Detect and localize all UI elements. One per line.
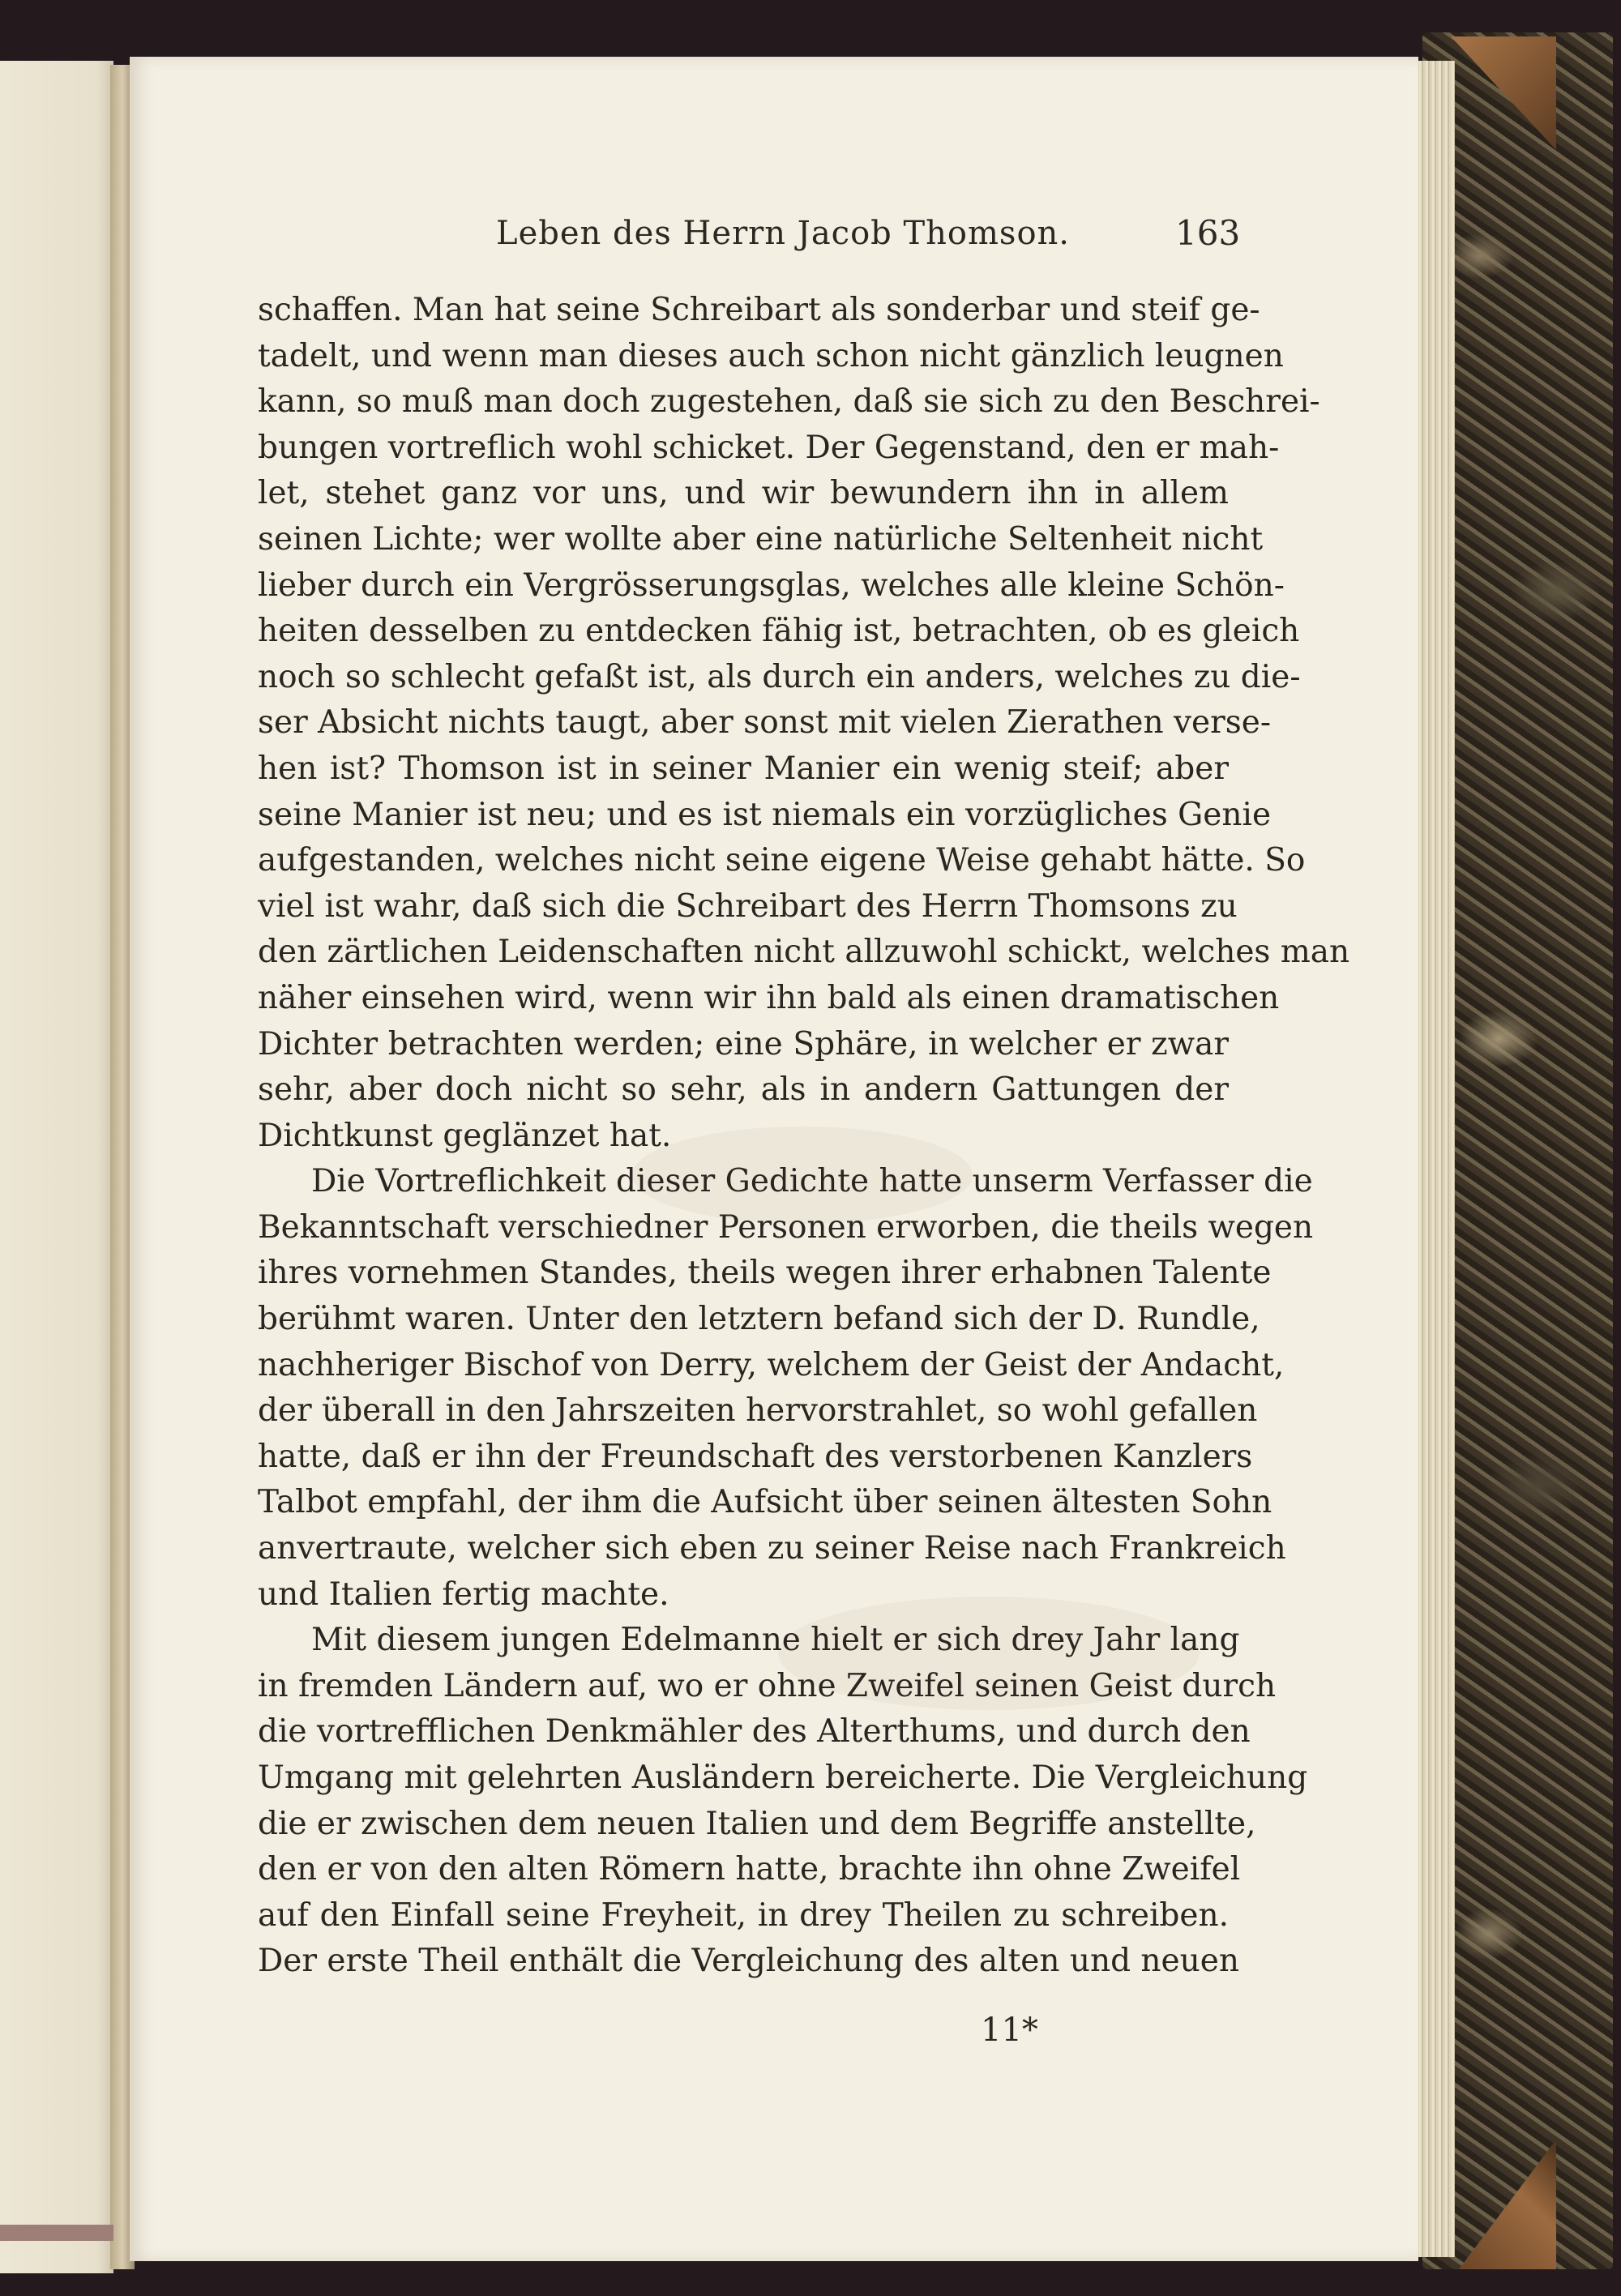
text-line: kann, so muß man doch zugestehen, daß sie sich zu den Beschrei-	[258, 383, 1320, 421]
text-line: berühmt waren. Unter den letztern befand sich der D. Rundle,	[258, 1301, 1260, 1338]
text-line: hatte, daß er ihn der Freundschaft des verstorbenen Kanzlers	[258, 1438, 1253, 1475]
binding-cloth	[0, 2225, 113, 2241]
text-line: die er zwischen dem neuen Italien und dem Begriffe anstellte,	[258, 1805, 1256, 1842]
text-line: heiten desselben zu entdecken fähig ist, betrachten, ob es gleich	[258, 613, 1300, 650]
text-line: Bekanntschaft verschiedner Personen erworben, die theils wegen	[258, 1208, 1314, 1246]
text-line: let, stehet ganz vor uns, und wir bewundern ihn in allem	[258, 475, 1229, 512]
text-line: noch so schlecht gefaßt ist, als durch ein anders, welches zu die-	[258, 658, 1301, 695]
text-line: ihres vornehmen Standes, theils wegen ihrer erhabnen Talente	[258, 1255, 1272, 1292]
text-line: näher einsehen wird, wenn wir ihn bald als einen dramatischen	[258, 979, 1280, 1016]
text-line: und Italien fertig machte.	[258, 1576, 669, 1613]
body-text	[258, 288, 1350, 1985]
text-line: seine Manier ist neu; und es ist niemals ein vorzügliches Genie	[258, 796, 1272, 833]
running-title: Leben des Herrn Jacob Thomson.	[496, 215, 1071, 252]
text-line: lieber durch ein Vergrösserungsglas, welches alle kleine Schön-	[258, 567, 1285, 604]
text-line: viel ist wahr, daß sich die Schreibart des Herrn Thomsons zu	[258, 887, 1238, 925]
text-line: bungen vortreflich wohl schicket. Der Gegenstand, den er mah-	[258, 429, 1280, 466]
running-head	[0, 215, 1621, 272]
text-line: schaffen. Man hat seine Schreibart als sonderbar und steif ge-	[258, 292, 1260, 328]
text-line: tadelt, und wenn man dieses auch schon nicht gänzlich leugnen	[258, 337, 1284, 374]
text-line: Der erste Theil enthält die Vergleichung des alten und neuen	[258, 1943, 1239, 1980]
signature-mark: 11*	[981, 2012, 1038, 2049]
text-line: Mit diesem jungen Edelmanne hielt er sich drey Jahr lang	[311, 1622, 1240, 1659]
text-line: anvertraute, welcher sich eben zu seiner Reise nach Frankreich	[258, 1530, 1286, 1567]
text-line: Die Vortreflichkeit dieser Gedichte hatte unserm Verfasser die	[311, 1163, 1313, 1200]
text-line: Talbot empfahl, der ihm die Aufsicht über seinen ältesten Sohn	[258, 1484, 1272, 1521]
text-line: in fremden Ländern auf, wo er ohne Zweifel seinen Geist durch	[258, 1667, 1277, 1704]
text-line: auf den Einfall seine Freyheit, in drey Theilen zu schreiben.	[258, 1896, 1229, 1934]
text-line: Umgang mit gelehrten Ausländern bereicherte. Die Vergleichung	[258, 1759, 1308, 1796]
text-line: den zärtlichen Leidenschaften nicht allzuwohl schickt, welches man	[258, 934, 1350, 971]
text-line: den er von den alten Römern hatte, brachte ihn ohne Zweifel	[258, 1851, 1241, 1888]
text-line: der überall in den Jahrszeiten hervorstrahlet, so wohl gefallen	[258, 1392, 1258, 1430]
text-line: hen ist? Thomson ist in seiner Manier ein wenig steif; aber	[258, 750, 1229, 787]
text-line: Dichtkunst geglänzet hat.	[258, 1117, 672, 1154]
text-line: die vortrefflichen Denkmähler des Alterthums, und durch den	[258, 1713, 1251, 1751]
text-line: seinen Lichte; wer wollte aber eine natürliche Seltenheit nicht	[258, 520, 1264, 558]
text-line: aufgestanden, welches nicht seine eigene Weise gehabt hätte. So	[258, 842, 1306, 879]
text-line: Dichter betrachten werden; eine Sphäre, in welcher er zwar	[258, 1025, 1229, 1062]
page-number: 163	[1175, 213, 1241, 253]
text-line: ser Absicht nichts taugt, aber sonst mit vielen Zierathen verse-	[258, 704, 1272, 742]
text-line: sehr, aber doch nicht so sehr, als in andern Gattungen der	[258, 1071, 1229, 1109]
facing-page	[0, 61, 113, 2273]
text-line: nachheriger Bischof von Derry, welchem der Geist der Andacht,	[258, 1346, 1285, 1383]
